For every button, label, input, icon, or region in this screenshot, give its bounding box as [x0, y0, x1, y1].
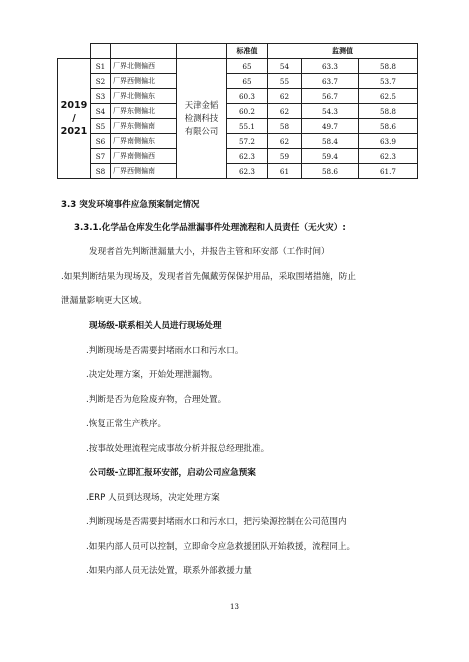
- site-step-4: .恢复正常生产秩序。: [86, 419, 167, 429]
- site-step-2: .决定处理方案，开始处理泄漏物。: [86, 370, 218, 380]
- measured-value-cell: 62.3: [359, 149, 418, 164]
- measured-value-cell: 58.6: [302, 164, 359, 179]
- standard-value-cell: 65: [227, 59, 268, 74]
- measured-value-cell: 55: [268, 74, 302, 89]
- table-row: [58, 59, 418, 74]
- company-step-3: .如果内部人员可以控制，立即命令应急救援团队开始救援，流程同上。: [86, 542, 356, 552]
- location-cell: 厂界北侧偏东: [111, 89, 177, 104]
- paragraph-2a: .如果判断结果为现场及，发现者首先佩戴劳保保护用品，采取围堵措施，防止: [61, 272, 356, 282]
- company-step-4: .如果内部人员无法处置，联系外部救援力量: [86, 566, 253, 576]
- standard-value-cell: 62.3: [227, 149, 268, 164]
- page-number: 13: [230, 603, 239, 611]
- measured-value-cell: 59: [268, 149, 302, 164]
- table-row: [58, 74, 418, 89]
- site-id-cell: S4: [91, 104, 111, 119]
- company-step-1: .ERP 人员到达现场，决定处理方案: [86, 493, 220, 503]
- site-step-3: .判断是否为危险废弃物，合理处置。: [86, 395, 227, 405]
- site-id-cell: S3: [91, 89, 111, 104]
- table-row: [58, 104, 418, 119]
- table-row: [58, 164, 418, 179]
- header-measured: 监测值: [268, 44, 418, 59]
- measured-value-cell: 56.7: [302, 89, 359, 104]
- site-level-heading: 现场级-联系相关人员进行现场处理: [89, 321, 222, 331]
- year-line: 2021: [60, 126, 88, 137]
- sub-heading: 3.3.1.化学品仓库发生化学品泄漏事件处理流程和人员责任（无火灾）:: [74, 223, 346, 233]
- location-cell: 厂界西侧偏南: [111, 164, 177, 179]
- table-header-row: [58, 44, 418, 59]
- measured-value-cell: 63.3: [302, 59, 359, 74]
- standard-value-cell: 65: [227, 74, 268, 89]
- standard-value-cell: 55.1: [227, 119, 268, 134]
- location-cell: 厂界南侧偏西: [111, 149, 177, 164]
- measured-value-cell: 54: [268, 59, 302, 74]
- measured-value-cell: 61: [268, 164, 302, 179]
- measured-value-cell: 62.5: [359, 89, 418, 104]
- measured-value-cell: 49.7: [302, 119, 359, 134]
- header-standard: 标准值: [227, 44, 268, 59]
- measured-value-cell: 62: [268, 104, 302, 119]
- company-step-2: .判断现场是否需要封堵雨水口和污水口，把污染源控制在公司范围内: [86, 517, 347, 527]
- site-id-cell: S8: [91, 164, 111, 179]
- measured-value-cell: 58.6: [359, 119, 418, 134]
- company-line: 检测科技: [184, 113, 219, 123]
- year-range-cell: [58, 59, 91, 179]
- company-level-heading: 公司级-立即汇报环安部，启动公司应急预案: [89, 468, 256, 478]
- table-row: [58, 119, 418, 134]
- paragraph-2b: 泄漏量影响更大区域。: [61, 296, 147, 306]
- blank-cell: [58, 44, 91, 59]
- blank-cell: [111, 44, 177, 59]
- site-id-cell: S1: [91, 59, 111, 74]
- measured-value-cell: 63.9: [359, 134, 418, 149]
- site-step-5: .按事故处理流程完成事故分析并报总经理批准。: [86, 444, 270, 454]
- measured-value-cell: 63.7: [302, 74, 359, 89]
- standard-value-cell: 57.2: [227, 134, 268, 149]
- measured-value-cell: 59.4: [302, 149, 359, 164]
- location-cell: 厂界北侧偏西: [111, 59, 177, 74]
- site-step-1: .判断现场是否需要封堵雨水口和污水口。: [86, 346, 244, 356]
- site-id-cell: S7: [91, 149, 111, 164]
- standard-value-cell: 62.3: [227, 164, 268, 179]
- measured-value-cell: 58: [268, 119, 302, 134]
- location-cell: 厂界东侧偏北: [111, 104, 177, 119]
- measured-value-cell: 54.3: [302, 104, 359, 119]
- measured-value-cell: 58.8: [359, 59, 418, 74]
- blank-cell: [91, 44, 111, 59]
- measured-value-cell: 58.8: [359, 104, 418, 119]
- site-id-cell: S5: [91, 119, 111, 134]
- location-cell: 厂界南侧偏东: [111, 134, 177, 149]
- year-line: 2019: [60, 100, 88, 111]
- company-cell: [177, 59, 227, 179]
- measured-value-cell: 53.7: [359, 74, 418, 89]
- location-cell: 厂界西侧偏北: [111, 74, 177, 89]
- noise-monitoring-table: [57, 43, 418, 179]
- company-line: 有限公司: [184, 126, 219, 136]
- measured-value-cell: 62: [268, 89, 302, 104]
- site-id-cell: S6: [91, 134, 111, 149]
- year-line: /: [72, 113, 76, 124]
- section-heading: 3.3 突发环境事件应急预案制定情况: [61, 200, 200, 210]
- company-line: 天津金韬: [184, 100, 219, 110]
- measured-value-cell: 62: [268, 134, 302, 149]
- table-row: [58, 89, 418, 104]
- site-id-cell: S2: [91, 74, 111, 89]
- standard-value-cell: 60.3: [227, 89, 268, 104]
- table-row: [58, 134, 418, 149]
- standard-value-cell: 60.2: [227, 104, 268, 119]
- table-row: [58, 149, 418, 164]
- location-cell: 厂界东侧偏南: [111, 119, 177, 134]
- paragraph-1: 发现者首先判断泄漏量大小，并报告主管和环安部（工作时间）: [89, 247, 330, 257]
- measured-value-cell: 61.7: [359, 164, 418, 179]
- blank-cell: [177, 44, 227, 59]
- measured-value-cell: 58.4: [302, 134, 359, 149]
